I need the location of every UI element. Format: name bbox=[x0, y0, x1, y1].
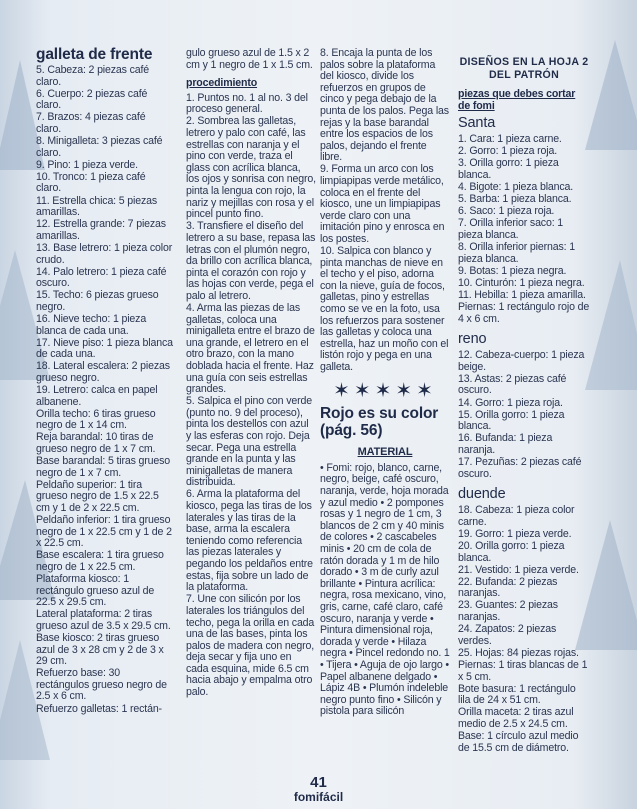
list-item: 12. Cabeza-cuerpo: 1 pieza beige. bbox=[458, 349, 585, 373]
group-title-santa: Santa bbox=[458, 115, 496, 132]
list-item: Orilla maceta: 2 tiras azul medio de 2.5 x 24.5 cm. bbox=[458, 706, 574, 730]
list-item: 5. Cabeza: 2 piezas café claro. bbox=[36, 64, 150, 88]
list-item: 20. Orilla gorro: 1 pieza blanca. bbox=[458, 540, 565, 564]
list-item: 6. Cuerpo: 2 piezas café claro. bbox=[36, 87, 148, 112]
column-procedimiento-cont bbox=[320, 48, 450, 718]
list-item: 14. Palo letrero: 1 pieza café oscuro. bbox=[36, 265, 167, 290]
list-item: 16. Bufanda: 1 pieza naranja. bbox=[458, 432, 553, 456]
section-heading-procedimiento: procedimiento bbox=[186, 77, 258, 90]
list-item: 12. Estrella grande: 7 piezas amarillas. bbox=[36, 218, 166, 242]
list-item: 8. Minigalleta: 3 piezas café claro. bbox=[36, 135, 163, 159]
list-item: Orilla techo: 6 tiras grueso negro de 1 x 14 cm. bbox=[36, 407, 156, 432]
step-item: 9. Forma un arco con los limpiapipas verde metálico, coloca en el frente del kiosco, une un limpiapipas verde claro con una imitación pino y enrosca en los postes. bbox=[320, 163, 445, 245]
list-item: 11. Estrella chica: 5 piezas amarillas. bbox=[36, 194, 158, 219]
group-title-duende: duende bbox=[458, 486, 506, 503]
group-title-reno: reno bbox=[458, 331, 487, 348]
pattern-sheet-heading: DISEÑOS EN LA HOJA 2 DEL PATRÓN bbox=[459, 56, 589, 81]
list-item: 15. Orilla gorro: 1 pieza blanca. bbox=[458, 408, 565, 433]
list-item: 10. Tronco: 1 pieza café claro. bbox=[36, 170, 146, 195]
list-item: 25. Hojas: 84 piezas rojas. bbox=[458, 646, 579, 659]
list-item: 13. Astas: 2 piezas café oscuro. bbox=[458, 372, 567, 397]
list-item: Base: 1 círculo azul medio de 15.5 cm de diámetro. bbox=[458, 730, 579, 754]
list-item: 8. Orilla inferior piernas: 1 pieza blanca. bbox=[458, 241, 575, 265]
list-item: 23. Guantes: 2 piezas naranjas. bbox=[458, 599, 558, 624]
list-item: Peldaño inferior: 1 tira grueso negro de 1 x 22.5 cm y 1 de 2 x 22.5 cm. bbox=[36, 514, 172, 550]
step-item: 10. Salpica con blanco y pinta manchas de nieve en el techo y el piso, adorna con la nieve, guía de focos, galletas, pino y estrellas como se ve en la foto, usa los refuerzos para sostener las galletas y coloca una estrella, haz un moño con el listón rojo y pega en una galleta. bbox=[320, 245, 449, 374]
step-item: 6. Arma la plataforma del kiosco, pega las tiras de los laterales y las tiras de la base, arma la escalera teniendo como referencia las piezas laterales y pegando los peldaños entre estas, fija sobre un lado de la plataforma. bbox=[186, 488, 313, 594]
step-item: 2. Sombrea las galletas, letrero y palo con café, las estrellas con naranja y el pino con verde, traza el glass con acrílica blanca, los ojos y sonrisa con negro, pinta la lengua con rojo, la nariz y mejillas con rosa y el pincel punto fino. bbox=[186, 115, 316, 221]
step-item: 4. Arma las piezas de las galletas, coloca una minigalleta entre el brazo de una grande, el letrero en el otro brazo, con la mano doblada hacia el frente. Haz una guía con seis estrellas grandes. bbox=[186, 301, 315, 396]
list-item: 21. Vestido: 1 pieza verde. bbox=[458, 563, 579, 576]
continued-text: gulo grueso azul de 1.5 x 2 cm y 1 negro de 1 x 1.5 cm. bbox=[186, 47, 313, 71]
list-item: 10. Cinturón: 1 pieza negra. bbox=[458, 276, 585, 289]
list-item: Piernas: 1 rectángulo rojo de 4 x 6 cm. bbox=[458, 301, 590, 325]
list-item: 24. Zapatos: 2 piezas verdes. bbox=[458, 623, 557, 647]
list-item: 19. Letrero: calca en papel albanene. bbox=[36, 384, 158, 408]
list-item: 17. Pezuñas: 2 piezas café oscuro. bbox=[458, 456, 582, 480]
list-item: Reja barandal: 10 tiras de grueso negro de 1 x 7 cm. bbox=[36, 431, 156, 455]
list-item: Refuerzo galletas: 1 rectán- bbox=[36, 702, 162, 715]
list-item: Base kiosco: 2 tiras grueso azul de 3 x 28 cm y 2 de 3 x 29 cm. bbox=[36, 632, 164, 668]
list-item: 9. Pino: 1 pieza verde. bbox=[36, 158, 138, 171]
list-item: 5. Barba: 1 pieza blanca. bbox=[458, 193, 572, 206]
project-title: Rojo es su color (pág. 56) bbox=[320, 405, 439, 440]
list-item: 7. Orilla inferior saco: 1 pieza blanca. bbox=[458, 217, 564, 241]
section-title-galleta: galleta de frente bbox=[36, 46, 153, 63]
list-item: 18. Lateral escalera: 2 piezas grueso negro. bbox=[36, 360, 170, 384]
step-item: 8. Encaja la punta de los palos sobre la plataforma del kiosco, divide los refuerzos en grupos de cinco y pega debajo de la punta de los palos. Pega las rejas y la base barandal entre los espacios de los palos, dejando el frente libre. bbox=[320, 47, 449, 164]
page-number: 41 bbox=[310, 774, 327, 791]
stars-divider: ✶✶✶✶✶ bbox=[333, 379, 437, 402]
material-list: • Fomi: rojo, blanco, carne, negro, beige, café oscuro, naranja, verde, hoja morada y azul medio • 2 pompones rosas y 1 negro de 1 cm, 3 blancos de 2 cm y 40 minis de colores • 2 cascabeles minis • 20 cm de cola de ratón dorada y 1 m de hilo dorado • 3 m de curly azul brillante • Pintura acrílica: negra, rosa mexicano, vino, gris, carne, café claro, café oscuro, naranja y verde • Pintura dimensional roja, dorada y verde • Hilaza negra • Pincel redondo no. 1 • Tijera • Aguja de ojo largo • Papel albanene delgado • Lápiz 4B • Plumón indeleble negro punto fino • Silicón y pistola para silicón bbox=[320, 461, 450, 718]
list-item: 3. Orilla gorro: 1 pieza blanca. bbox=[458, 157, 559, 181]
list-item: Piernas: 1 tiras blancas de 1 x 5 cm. bbox=[458, 658, 588, 683]
list-item: 19. Gorro: 1 pieza verde. bbox=[458, 527, 572, 540]
list-item: Refuerzo base: 30 rectángulos grueso negro de 2.5 x 6 cm. bbox=[36, 667, 167, 703]
column-piezas bbox=[458, 56, 590, 755]
list-item: 4. Bigote: 1 pieza blanca. bbox=[458, 181, 574, 194]
column-procedimiento bbox=[186, 48, 316, 699]
list-item: 6. Saco: 1 pieza roja. bbox=[458, 205, 555, 218]
list-item: 13. Base letrero: 1 pieza color crudo. bbox=[36, 241, 173, 266]
list-item: 22. Bufanda: 2 piezas naranjas. bbox=[458, 575, 558, 600]
list-item: 14. Gorro: 1 pieza roja. bbox=[458, 396, 563, 409]
list-item: 18. Cabeza: 1 pieza color carne. bbox=[458, 504, 575, 528]
magazine-brand: fomifácil bbox=[293, 790, 344, 804]
list-item: Lateral plataforma: 2 tiras grueso azul de 3.5 x 29.5 cm. bbox=[36, 608, 171, 632]
material-heading: MATERIAL bbox=[357, 446, 413, 459]
step-item: 5. Salpica el pino con verde (punto no. 9 del proceso), pinta los destellos con azul y las esferas con rojo. Deja secar. Pega una estrella grande en la punta y las minigalletas de manera distribuida. bbox=[186, 395, 312, 489]
list-item: Plataforma kiosco: 1 rectángulo grueso azul de 22.5 x 29.5 cm. bbox=[36, 573, 155, 609]
list-item: 9. Botas: 1 pieza negra. bbox=[458, 264, 567, 277]
list-item: 7. Brazos: 4 piezas café claro. bbox=[36, 111, 146, 135]
list-item: 16. Nieve techo: 1 pieza blanca de cada una. bbox=[36, 312, 147, 337]
step-item: 1. Puntos no. 1 al no. 3 del proceso general. bbox=[186, 91, 308, 116]
list-item: 15. Techo: 6 piezas grueso negro. bbox=[36, 289, 159, 313]
list-item: 17. Nieve piso: 1 pieza blanca de cada una. bbox=[36, 336, 173, 361]
list-item: Peldaño superior: 1 tira grueso negro de 1.5 x 22.5 cm y 1 de 2 x 22.5 cm. bbox=[36, 478, 159, 514]
list-item: 1. Cara: 1 pieza carne. bbox=[458, 133, 562, 146]
list-item: Bote basura: 1 rectángulo lila de 24 x 51 cm. bbox=[458, 682, 576, 707]
section-heading-piezas: piezas que debes cortar de fomi bbox=[458, 88, 576, 112]
step-item: 3. Transfiere el diseño del letrero a su base, repasa las letras con el plumón negro, da brillo con acrílica blanca, pinta el corazón con rojo y las hojas con verde, pega el palo al letrero. bbox=[186, 220, 316, 302]
list-item: Base barandal: 5 tiras grueso negro de 1 x 7 cm. bbox=[36, 455, 171, 479]
list-item: 11. Hebilla: 1 pieza amarilla. bbox=[458, 288, 586, 301]
list-item: 2. Gorro: 1 pieza roja. bbox=[458, 145, 558, 158]
column-galleta-list bbox=[36, 46, 173, 716]
page-footer bbox=[0, 775, 637, 804]
step-item: 7. Une con silicón por los laterales los triángulos del techo, pega la orilla en cada una de las bases, pinta los palos de madera con negro, deja secar y fija uno en cada esquina, mide 6.5 cm hacia abajo y empalma otro palo. bbox=[186, 593, 315, 699]
list-item: Base escalera: 1 tira grueso negro de 1 x 22.5 cm. bbox=[36, 549, 164, 573]
